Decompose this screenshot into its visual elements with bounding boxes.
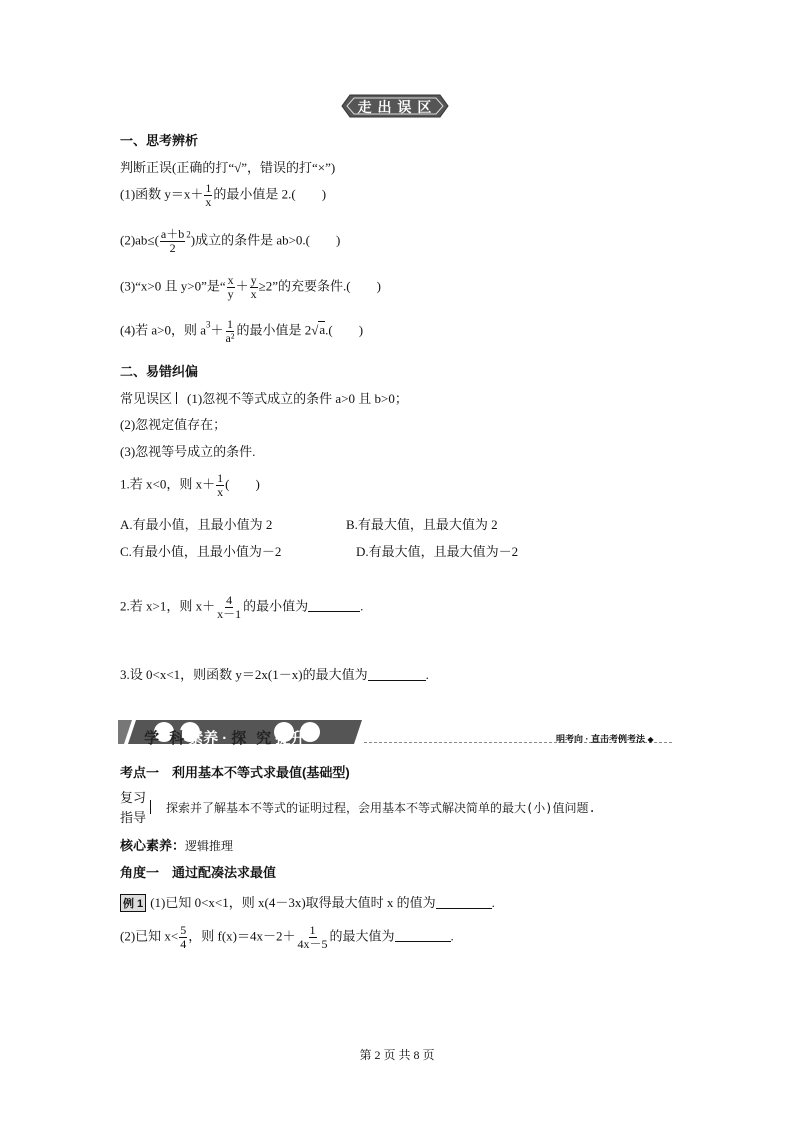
errors-line-1: 常见误区 (1)忽视不等式成立的条件 a>0 且 b>0； xyxy=(120,391,408,406)
option-a: A.有最小值，且最小值为 2 xyxy=(120,517,273,532)
errors-label: 常见误区 xyxy=(120,391,173,406)
error-2: (2)忽视定值存在； xyxy=(120,417,227,432)
question-3: (3)“x>0 且 y>0”是“ $\frac{x}{y}$ ＋ $\frac{y}{x}$ ≥2”的充要条件.( ) xyxy=(120,273,381,301)
part2-heading: 二、易错纠偏 xyxy=(120,364,199,379)
question-4: (4)若 a>0，则 $a^3+$ $\frac{1}{\text{a²}}$ 的最小值是 2√a.( ) xyxy=(120,317,364,345)
problem-2: 2.若 x>1，则 x＋ $\frac{4}{x-1}$ 的最小值为 . xyxy=(120,593,364,621)
review-text: 探索并了解基本不等式的证明过程，会用基本不等式解决简单的最大(小)值问题. xyxy=(166,801,596,815)
instruction-text: 判断正误(正确的打“√”，错误的打“×”) xyxy=(120,160,336,175)
question-1: (1)函数 y＝x＋ $\frac{1}{x}$ 的最小值是 2.( ) xyxy=(120,181,327,209)
problem-1: 1.若 x<0，则 x＋ $\frac{1}{x}$ ( ) xyxy=(120,471,260,499)
option-b: B.有最大值，且最大值为 2 xyxy=(346,517,498,532)
angle-heading: 角度一 通过配凑法求最值 xyxy=(120,865,277,880)
review-divider xyxy=(150,800,151,814)
part1-heading: 一、思考辨析 xyxy=(120,133,199,148)
kaodian-heading: 考点一 利用基本不等式求最值(基础型) xyxy=(120,765,350,780)
section-banner-title: 走 出 误 区 xyxy=(357,99,433,115)
core-literacy: 核心素养：逻辑推理 xyxy=(120,838,234,853)
option-c: C.有最小值，且最小值为－2 xyxy=(120,544,282,559)
error-3: (3)忽视等号成立的条件. xyxy=(120,444,256,459)
banner-right-caption: 明考向 · 直击考例考法 ◆ xyxy=(556,734,654,744)
example-1-part-2: (2)已知 x< $\frac{5}{4}$ ，则 f(x)＝4x－2＋ $\frac{1}{4x-5}$ 的最大值为 . xyxy=(120,923,454,951)
review-label: 复习 指导 xyxy=(120,790,147,825)
problem-3: 3.设 0<x<1，则函数 y＝2x(1－x)的最大值为 . xyxy=(120,667,429,682)
example-1-part-1: 例 1 (1)已知 0<x<1，则 x(4－3x)取得最大值时 x 的值为 . xyxy=(120,892,495,912)
section-banner-2-title: 学 科 素养 · 探 究 提升 xyxy=(144,730,306,747)
option-d: D.有最大值，且最大值为－2 xyxy=(356,544,519,559)
question-2: (2)ab≤( $\frac{a+b}{2}$ $^2$)成立的条件是 ab>0.( ) xyxy=(120,227,341,255)
example-tag: 例 1 xyxy=(120,894,146,912)
page-footer: 第 2 页 共 8 页 xyxy=(359,1048,435,1062)
